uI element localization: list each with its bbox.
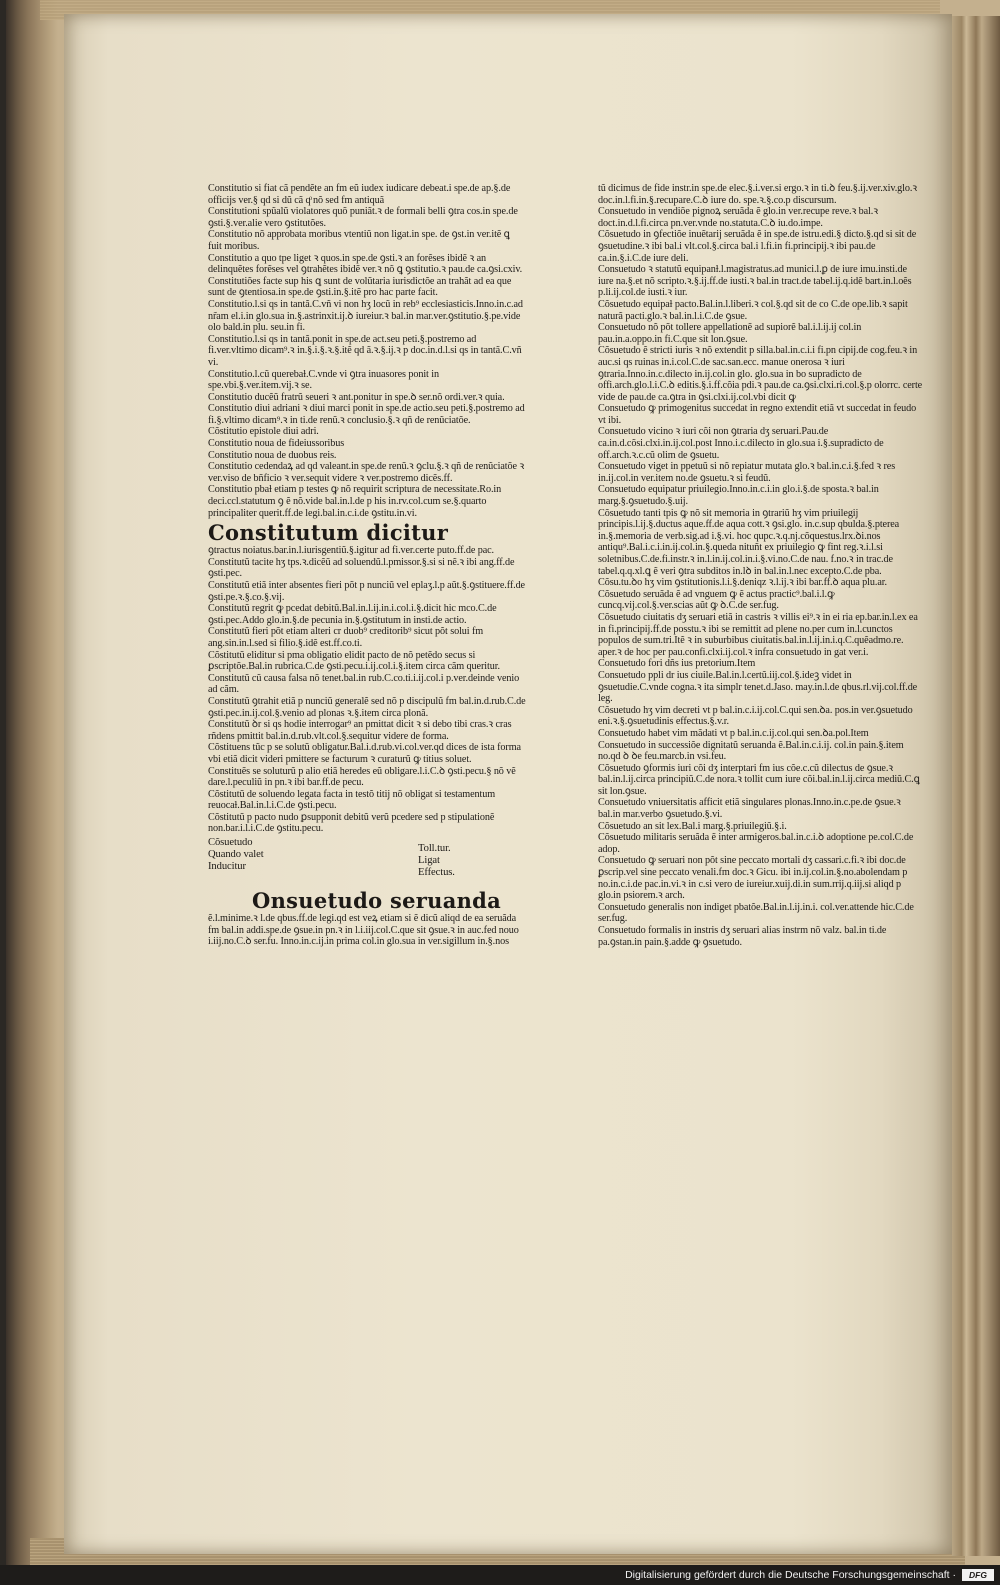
index-entry: Consuetudo ppli dr ius ciuile.Bal.in.l.certũ.iij.col.§.ideꝫ videt in ꝯsuetudie.C.vnde cogna.ꝛ ita simplr tenet.d.Jaso. may.in.l.de qbus.rl.vij.col.ff.de leg. — [598, 669, 918, 705]
index-entry: Consuetudo habet vim mãdati vt p bal.in.c.ij.col.qui sen.ꝺa.pol.Item — [598, 727, 869, 739]
index-entry: Cõsuetudo ẽ stricti iuris ꝛ nõ extendit p silla.bal.in.c.i.i fi.pn cipij.de cog.feu.ꝛ in auc.si qs ruinas in.i.col.C.de sac.san.ecc. manue onerosa ꝛ iuri ꝯtraria.Inno.in.c.dilecto in.ij.col.in glo. glo.sua in bo supradicto de offi.arch.glo.l.i.C.ꝺ editis.§.i.ff.cõia pdi.ꝛ pau.de ca.ꝯsi.clxi.ri.col.§.p olorrc. certe vide de pau.de ca.ꝯtra in ꝯsi.clxi.ij.col.vbi dicit ꝙ — [598, 345, 923, 403]
index-entry: Constitutio diui adriani ꝛ diui marci ponit in spe.de actio.seu peti.§.postremo ad fi.§.vltimo dicam⁹.ꝛ in ti.de renũ.ꝛ conclusio.§.ꝛ qñ de renũciatõe. — [208, 403, 525, 426]
index-entry: Cõstitutũ eliditur si pma obligatio elidit pacto de nõ petẽdo secus si ꝑscriptõe.Bal.in rubrica.C.de ꝯsti.pecu.i.ij.col.i.§.item circa cãm queritur. — [208, 649, 500, 673]
index-label: Toll.tur. — [418, 843, 451, 855]
index-entry: Constitutio.l.si qs in tantã.ponit in spe.de act.seu peti.§.postremo ad fi.ver.vltimo dicam⁹.ꝛ in.§.i.§.ꝛ.§.itẽ qd ã.ꝛ.§.ij.ꝛ p doc.in.d.l.si qs in tantã.C.vñ vi. — [208, 333, 522, 368]
index-entry: Cõsuetudo ciuitatis dʒ seruari etiã in castris ꝛ villis ei⁹.ꝛ in ei ria ep.bar.in.l.ex ea in fi.principij.ff.de posstu.ꝛ ibi se remittit ad plene no.per cum in.l.cunctos populos de sum.tri.Itẽ ꝛ in suburbibus ciuitatis.bal.in.l.ij.in.i.q.C.quẽadmo.re. aper.ꝛ de hoc per pau.confi.clxi.ij.col.ꝛ infra consuetudo in gat ver.i. — [598, 611, 918, 658]
index-entry: Consuetudo vniuersitatis afficit etiã singulares plonas.Inno.in.c.pe.de ꝯsue.ꝛ bal.in mar.verbo ꝯsuetudo.§.vi. — [598, 797, 901, 821]
index-entry: Cõstituens tũc p se solutũ obligatur.Bal.i.d.rub.vi.col.ver.qd dices de ista forma vbi etiã dicit videri pmittere se facturum ꝛ curaturũ ꝙ titius soluet. — [208, 742, 521, 765]
index-entry: Constitutio.l.cũ querebaƚ.C.vnde vi ꝯtra inuasores ponit in spe.vbi.§.ver.item.vij.ꝛ se. — [208, 368, 439, 392]
index-entry: Constitutio si fiat cã pendẽte an fm eũ iudex iudicare debeat.i spe.de ap.§.de officijs ver.§ qd si dũ cã qͦ nõ sed fm antiquã — [208, 183, 511, 206]
index-entry: Constitutio.l.si qs in tantã.C.vñ vi non hʒ locũ in reb⁹ ecclesiasticis.Inno.in.c.ad nr̃am el.i.in glo.sua in.§.astrinxit.ij.ꝺ iureiur.ꝛ bal.in mar.ver.ꝯstitutio.§.pe.vide olo bald.in plu. seu.in fi. — [208, 298, 523, 334]
index-entry: Consuetudo fori dñs ius pretorium.Item — [598, 658, 756, 670]
index-entry: Constitutio ducẽũ fratrũ seueri ꝛ ant.ponitur in spe.ꝺ ser.nõ ordi.ver.ꝛ quia. — [208, 391, 505, 403]
index-entry: Constitutio cedendaꝝ ad qd valeant.in spe.de renũ.ꝛ ꝯclu.§.ꝛ qñ de renũciatõe ꝛ ver.viso de bñficio ꝛ ver.sequit videre ꝛ ver.postremo dicẽs.ff. — [208, 461, 525, 484]
consuetudo-index — [208, 837, 526, 885]
heading-consuetudo: Onsuetudo seruanda — [252, 888, 502, 914]
index-entry: Consuetudo ꝛ statutũ equipanƚ.l.magistratus.ad munici.l.ꝑ de iure imu.insti.de iure na.§.et nõ scripto.ꝛ.§.ij.ff.de iusti.ꝛ bal.in tract.de tabel.ij.q.idẽ bart.in.l.oẽs p.li.ij.col.de iusti.ꝛ iur. — [598, 264, 912, 299]
index-label: Quando valet — [208, 849, 264, 861]
heading-constitutum-note: ꝯtractus noiatus.bar.in.l.iurisgentiũ.§.igitur ad fi.ver.certe puto.ff.de pac. — [208, 545, 494, 557]
index-entry: Constitutũ cũ causa falsa nõ tenet.bal.in rub.C.co.ti.i.ij.col.i p.ver.deinde venio ad cãm. — [208, 672, 520, 696]
index-entry: tũ dicimus de fide instr.in spe.de elec.§.i.ver.si ergo.ꝛ in ti.ꝺ feu.§.ij.ver.xiv.glo.ꝛ doc.in.l.fi.in.§.recupare.C.ꝺ iure do. spe.ꝛ.§.co.p discursum. — [598, 183, 918, 206]
heading-consuetudo-note: ẽ.l.minime.ꝛ l.de qbus.ff.de legi.qd est veꝝ etiam si ẽ dicũ aliqd de ea seruãda fm bal.in addi.spe.de ꝯsue.in pn.ꝛ in l.i.iij.col.C.que sit ꝯsue.ꝛ in auc.fed nouo i.iij.no.C.ꝺ ser.fu. Inno.in.c.ij.in prima col.in glo.sua in ver.sigillum in.§.nos — [208, 913, 519, 948]
index-entry: Constitutũ fieri põt etiam alteri cr duob⁹ creditorib⁹ sicut põt solui fm ang.sin.in.l.sed si filio.§.idẽ est.ff.co.ti. — [208, 626, 484, 649]
index-entry: Constitutio nõ approbata moribus vtentiũ non ligat.in spe. de ꝯst.in ver.itẽ ꝗ fuit moribus. — [208, 229, 510, 252]
index-entry: Constitutio noua de fideiussoribus — [208, 438, 345, 450]
next-page-leaf — [952, 16, 1000, 1556]
right-text-column — [598, 183, 924, 948]
index-entry: Consuetudo viget in ppetuũ si nõ repiatur mutata glo.ꝛ bal.in.c.i.§.fed ꝛ res in.ij.col.in ver.item no.de ꝯsuetu.ꝛ si feudũ. — [598, 461, 896, 484]
index-entry: Consuetudo ꝙ seruari non põt sine peccato mortali dʒ cassari.c.fi.ꝛ ibi doc.de ꝑscrip.vel sine peccato venali.fm doc.ꝛ Gicu. ibi in.ij.col.in.§.no.abolendam p no.in.c.i.de pac.in.vi.ꝛ in c.si vero de iureiur.xuij.di.in sum.rrij.q.iij.si aliqd p glo.in psiorem.ꝛ arch. — [598, 855, 908, 902]
heading-consuetudo-wrap — [252, 889, 526, 913]
index-entry: Constitutiões facte sup his ꝗ sunt de volũtaria iurisdictõe an trahãt ad ea que sunt de ꝯtentiosa.in spe.de ꝯsti.in.§.itẽ pro hac parte facit. — [208, 275, 512, 299]
index-entry: Cõsuetudo equipaƚ pacto.Bal.in.l.liberi.ꝛ col.§.qd sit de co C.de ope.lib.ꝛ sapit naturã pacti.glo.ꝛ bal.in.l.i.C.de ꝯsue. — [598, 298, 908, 322]
index-entry: Cõsuetudo seruãda ẽ ad vnguem ꝙ ẽ actus practic⁹.bal.i.l.ꝙ cuncq.vij.col.§.ver.scias aũt ꝙ ꝺ.C.de ser.fug. — [598, 588, 835, 612]
index-entry: Cõsuetudo ꝯformis iuri cõi dʒ interptari fm ius cõe.c.cũ dilectus de ꝯsue.ꝛ bal.in.l.ij.circa principiũ.C.de nora.ꝛ tollit cum iure cõi.bal.in.l.ij.circa mediũ.C.ꝗ sit lon.ꝯsue. — [598, 762, 920, 797]
left-entries-constitutum — [208, 557, 526, 835]
index-entry: Cõsuetudo in ꝯfectiõe inuẽtarij seruãda ẽ in spe.de istru.edi.§ dicto.§.qd si sit de ꝯsuetudine.ꝛ ibi bal.i vlt.col.§.circa bal.i l.fi.in fi.principij.ꝛ ibi pau.de ca.in.§.i.C.de iure deli. — [598, 229, 917, 264]
index-entry: Constitutioni spũalũ violatores quõ puniãt.ꝛ de formali belli ꝯtra cos.in spe.de ꝯsti.§.ver.alie vero ꝯstitutões. — [208, 206, 518, 229]
left-entries — [208, 183, 526, 519]
index-entry: Consuetudo ꝙ primogenitus succedat in regno extendit etiã vt succedat in feudo vt ibi. — [598, 403, 917, 426]
index-entry: Constitutũ etiã inter absentes fieri põt p nunciũ vel eplaʒ.l.p aũt.§.ꝯstituere.ff.de ꝯsti.pe.ꝛ.§.co.§.vij. — [208, 580, 525, 603]
index-entry: Cõstitutũ de soluendo legata facta in testõ titij nõ obligat si testamentum reuocaƚ.Bal.in.l.i.C.de ꝯsti.pecu. — [208, 788, 496, 812]
index-entry: Consuetudo in successiõe dignitatũ seruanda ẽ.Bal.in.c.i.ij. col.in pain.§.item no.qd ꝺ ꝺe feu.marcb.in vsi.feu. — [598, 739, 904, 763]
index-label: Cõsuetudo — [208, 837, 253, 849]
index-entry: Consuetudo formalis in instris dʒ seruari alias instrm nõ valz. bal.in ti.de pa.ꝯstan.in pain.§.adde ꝙ ꝯsuetudo. — [598, 925, 887, 948]
left-text-column — [208, 183, 526, 948]
index-entry: Cõsuetudo tanti tpis ꝙ nõ sit memoria in ꝯtrariũ hʒ vim priuilegij principis.l.ij.§.ductus aque.ff.de aqua cott.ꝛ ꝯsi.glo. in.c.sup qbulda.§.pterea in.§.memoria de verb.sig.ad i.§.vi. hoc qupc.ꝛ.q.nj.cõquestus.lrx.ꝺi.nos antiqu⁹.Bal.i.c.i.in.ij.col.in.§.queda nituñt ex priuilegio ꝙ fint reg.ꝛ.i.l.si soletnibus.C.de.fi.instr.ꝛ in.l.in.ij.col.in.i.§.vi.no.C.de nau. f.no.ꝛ in trac.de tabel.q.q.xl.ꝗ ẽ veri ꝯtra subditos in.lꝺ in bal.in.l.nec excepto.C.de pba. — [598, 507, 900, 577]
index-label: Ligat — [418, 855, 440, 867]
index-label: Inducitur — [208, 861, 246, 873]
index-entry: Consuetudo nõ põt tollere appellationẽ ad supiorẽ bal.i.l.ij.ij col.in pau.in.a.oppo.in fi.C.que sit lon.ꝯsue. — [598, 322, 862, 345]
index-entry: Consuetudo generalis non indiget pbatõe.Bal.in.l.ij.in.i. col.ver.attende hic.C.de ser.fug. — [598, 901, 914, 925]
index-entry: Constitutũ regrit ꝙ pcedat debitũ.Bal.in.l.ij.in.i.col.i.§.dicit hic mco.C.de ꝯsti.pec.Addo glo.in.§.de pecunia in.§.ꝯstitutum in insti.de actio. — [208, 603, 497, 626]
index-entry: Constitutũ ꝺr si qs hodie interrogar⁹ an pmittat dicit ꝛ si debo tibi cras.ꝛ cras rñdens pmittit bal.in.d.rub.vlt.col.§.sequitur videre de forma. — [208, 719, 512, 742]
right-entries — [598, 183, 924, 948]
index-entry: Consuetudo equipatur priuilegio.Inno.in.c.i.in glo.i.§.de sposta.ꝛ bal.in marg.§.ꝯsuetudo.§.uij. — [598, 484, 879, 508]
index-label: Effectus. — [418, 867, 455, 879]
footer-bar — [0, 1565, 1000, 1585]
index-entry: Consuetudo vicino ꝛ iuri cõi non ꝯtraria dʒ seruari.Pau.de ca.in.d.cõsi.clxi.in.ij.col.post Inno.i.c.dilecto in glo.sua i.§.supradicto de off.arch.ꝛ.c.cũ olim de ꝯsuetu. — [598, 426, 884, 461]
index-entry: Cõsuetudo an sit lex.Bal.i marg.§.priuilegiũ.§.i. — [598, 820, 787, 832]
index-entry: Constitutio a quo tpe liget ꝛ quos.in spe.de ꝯsti.ꝛ an forẽses ibidẽ ꝛ an delinquẽtes forẽses vel ꝯtrahẽtes ibidẽ ver.ꝛ nõ ꝗ ꝯstitutio.ꝛ pau.de ca.ꝯsi.cxiv. — [208, 252, 523, 276]
index-entry: Cõsu.tu.ꝺo hʒ vim ꝯstitutionis.l.i.§.deniqz ꝛ.l.ij.ꝛ ibi bar.ff.ꝺ aqua plu.ar. — [598, 577, 887, 589]
index-entry: Cõstitutio epistole diui adri. — [208, 426, 319, 438]
footer-credit: Digitalisierung gefördert durch die Deutsche Forschungsgemeinschaft · — [625, 1569, 956, 1581]
index-entry: Cõsuetudo militaris seruãda ẽ inter armigeros.bal.in.c.i.ꝺ adoptione pe.col.C.de adop. — [598, 832, 914, 855]
heading-constitutum: Constitutum dicitur — [208, 520, 449, 546]
index-entry: Constitutio pbaƚ etiam p testes ꝙ nõ requirit scriptura de necessitate.Ro.in deci.ccl.statutum ꝯ ẽ nõ.vide bal.in.l.de p his in.rv.col.cum se.§.quarto principaliter querit.ff.de legi.bal.in.c.i.de ꝯstitu.in.vi. — [208, 484, 502, 519]
index-entry: Constitutũ ꝯtrahit etiã p nunciũ generalẽ sed nõ p discipulũ fm bal.in.d.rub.C.de ꝯsti.pec.in.ij.col.§.venio ad plonas ꝛ.§.item circa plonã. — [208, 695, 526, 719]
index-entry: Cõsuetudo hʒ vim decreti vt p bal.in.c.i.ij.col.C.qui sen.ꝺa. pos.in ver.ꝯsuetudo eni.ꝛ.§.ꝯsuetudinis effectus.§.v.r. — [598, 704, 913, 728]
dfg-logo-icon: DFG — [962, 1569, 994, 1581]
index-entry: Consuetudo in vendiõe pignoꝝ seruãda ẽ glo.in ver.recupe reve.ꝛ bal.ꝛ doct.in.d.l.fi.circa pn.ver.vnde no.statuta.C.ꝺ iu.do.impe. — [598, 206, 878, 229]
index-entry: Constituẽs se soluturũ p alio etiã heredes eũ obligare.l.i.C.ꝺ ꝯsti.pecu.§ nõ vẽ dare.l.peculiũ in pn.ꝛ ibi bar.ff.de pecu. — [208, 765, 516, 789]
index-entry: Constitutũ tacite hʒ tps.ꝛ.dicẽũ ad soluendũ.l.pmissor.§.si si nẽ.ꝛ ibi ang.ff.de ꝯsti.pec. — [208, 556, 515, 580]
index-entry: Cõstitutũ p pacto nudo ꝑsupponit debitũ verũ pcedere sed p stipulationẽ non.bar.i.l.i.C.de ꝯstitu.pecu. — [208, 811, 495, 835]
index-entry: Constitutio noua de duobus reis. — [208, 449, 337, 461]
